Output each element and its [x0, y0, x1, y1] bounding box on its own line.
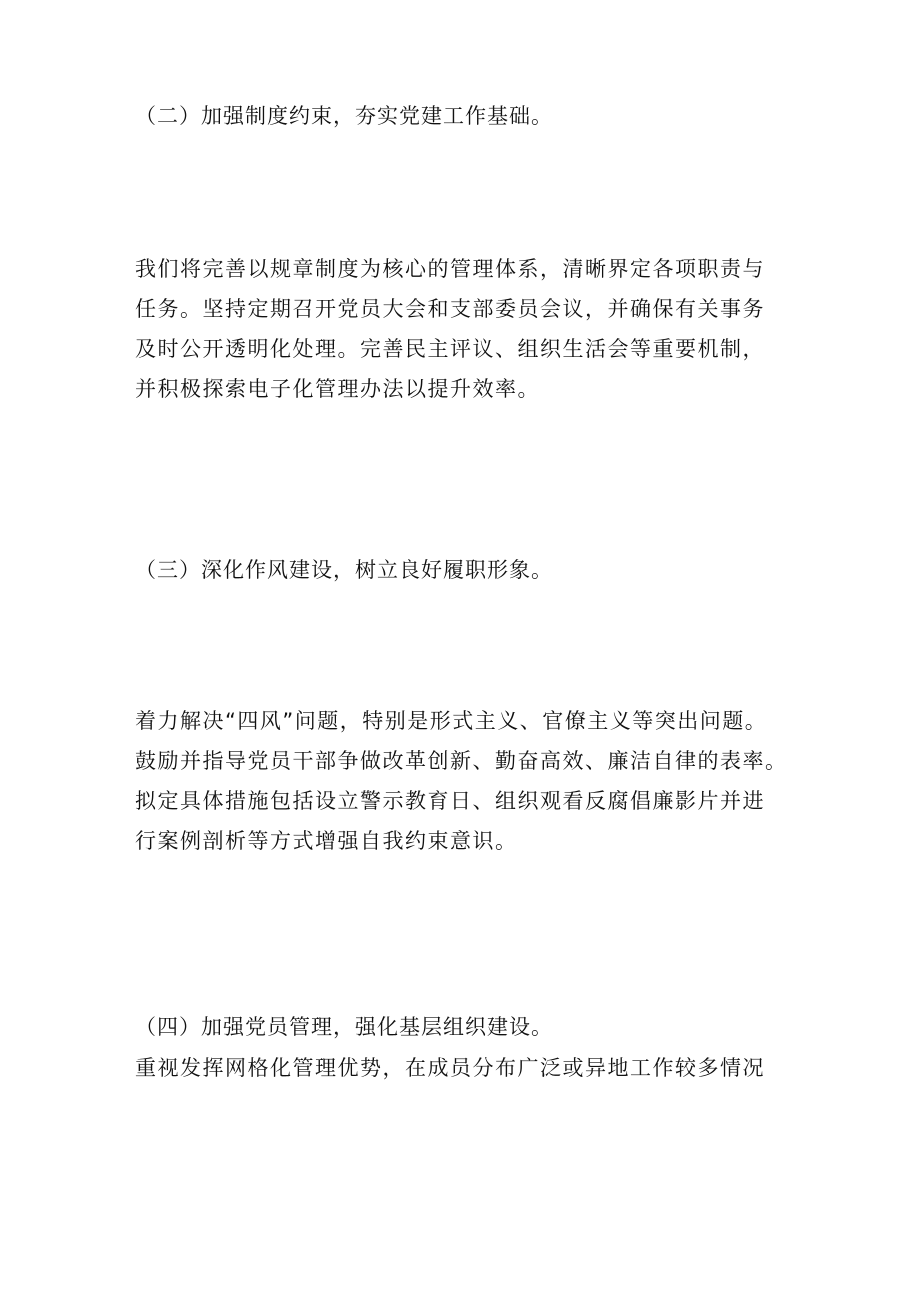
section-paragraph-4 — [135, 1053, 815, 1093]
paragraph-line: 并积极探索电子化管理办法以提升效率。 — [135, 377, 540, 401]
section-heading-3: （三）深化作风建设，树立良好履职形象。 — [135, 558, 553, 582]
paragraph-line: 鼓励并指导党员干部争做改革创新、勤奋高效、廉洁自律的表率。 — [135, 749, 788, 773]
paragraph-line: 拟定具体措施包括设立警示教育日、组织观看反腐倡廉影片并进 — [135, 789, 765, 813]
section-paragraph-3 — [135, 706, 815, 866]
paragraph-line: 及时公开透明化处理。完善民主评议、组织生活会等重要机制， — [135, 337, 765, 361]
section-heading-2: （二）加强制度约束，夯实党建工作基础。 — [135, 104, 553, 128]
section-heading-4: （四）加强党员管理，强化基层组织建设。 — [135, 1015, 553, 1039]
paragraph-line: 重视发挥网格化管理优势，在成员分布广泛或异地工作较多情况 — [135, 1056, 765, 1080]
paragraph-line: 着力解决“四风”问题，特别是形式主义、官僚主义等突出问题。 — [135, 709, 768, 733]
paragraph-line: 任务。坚持定期召开党员大会和支部委员会议，并确保有关事务 — [135, 297, 765, 321]
paragraph-line: 行案例剖析等方式增强自我约束意识。 — [135, 829, 518, 853]
paragraph-line: 我们将完善以规章制度为核心的管理体系，清晰界定各项职责与 — [135, 257, 765, 281]
section-paragraph-2 — [135, 254, 815, 414]
